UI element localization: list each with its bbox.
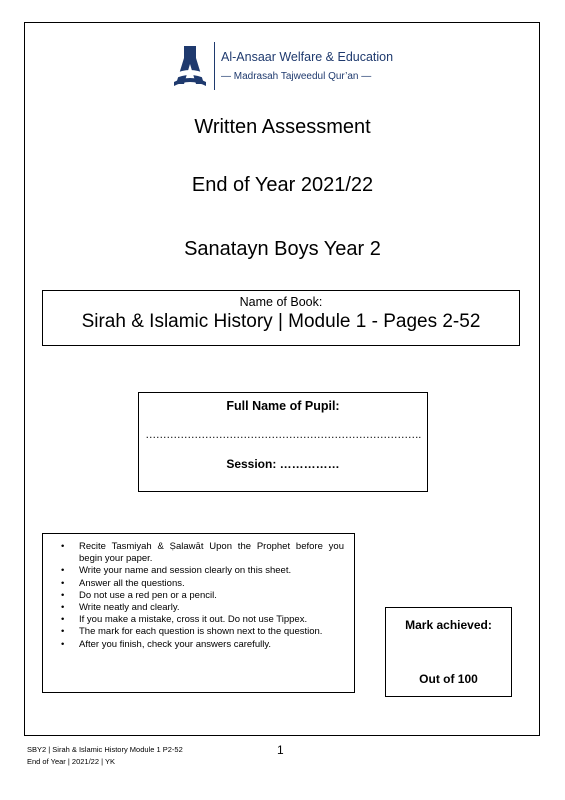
book-title: Sirah & Islamic History | Module 1 - Pages 2-52: [81, 311, 481, 332]
mark-out-of: Out of 100: [419, 672, 478, 686]
organisation-tagline: — Madrasah Tajweedul Qur’an —: [221, 71, 372, 82]
instruction-item: • Recite Tasmiyah & Ṣalawāt Upon the Prophet before you begin your paper.: [61, 541, 344, 565]
instruction-item: • Write neatly and clearly.: [61, 602, 180, 614]
book-name-label: Name of Book:: [239, 295, 323, 309]
logo-divider: [214, 42, 215, 90]
al-ansaar-logo-icon: [170, 44, 210, 88]
pupil-name-label: Full Name of Pupil:: [226, 399, 340, 413]
mark-achieved-label: Mark achieved:: [405, 618, 492, 632]
footer: [27, 744, 183, 768]
instruction-item: • If you make a mistake, cross it out. Do not use Tippex.: [61, 614, 308, 626]
book-name-box: [42, 290, 520, 346]
page-number: 1: [277, 743, 284, 757]
instruction-item: • The mark for each question is shown next to the question.: [61, 626, 323, 638]
instruction-item: • Answer all the questions.: [61, 577, 185, 589]
organisation-name: Al-Ansaar Welfare & Education: [221, 50, 394, 64]
instructions-list: [55, 541, 344, 651]
footer-line-1: SBY2 | Sirah & Islamic History Module 1 P2-52: [27, 745, 183, 754]
instruction-item: • Write your name and session clearly on this sheet.: [61, 565, 292, 577]
assessment-title: Written Assessment: [194, 116, 371, 138]
pupil-name-box: [138, 392, 428, 492]
mark-box: [385, 607, 512, 697]
instruction-item: • After you finish, check your answers carefully.: [61, 638, 272, 650]
pupil-name-field[interactable]: …………………………………………………………………….: [145, 429, 421, 441]
footer-line-2: End of Year | 2021/22 | YK: [27, 757, 115, 766]
instructions-box: [42, 533, 355, 693]
session-field[interactable]: Session: ……………: [226, 457, 340, 471]
instruction-item: • Do not use a red pen or a pencil.: [61, 589, 217, 601]
class-title: Sanatayn Boys Year 2: [184, 238, 381, 260]
logo: [170, 42, 410, 90]
term-title: End of Year 2021/22: [191, 174, 374, 196]
